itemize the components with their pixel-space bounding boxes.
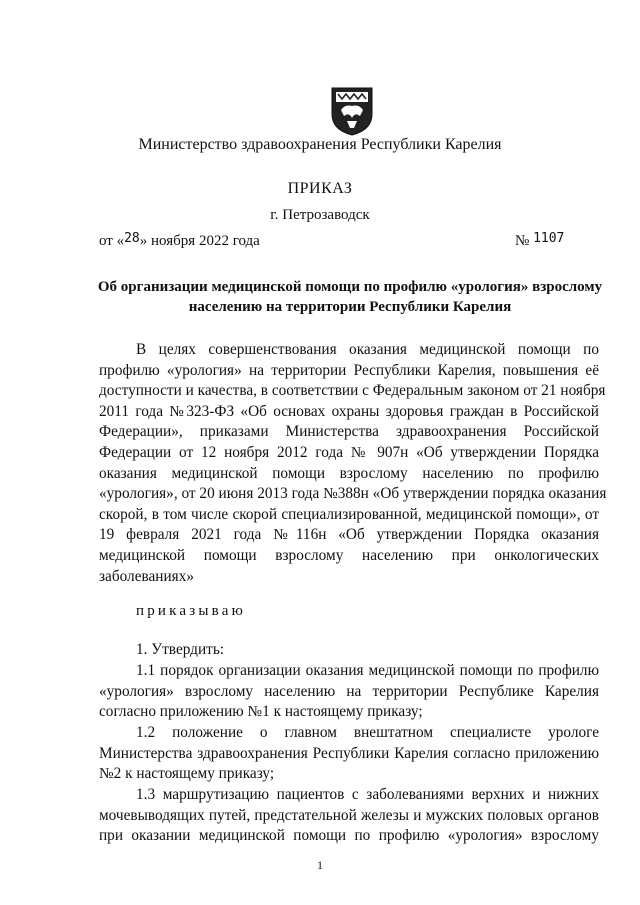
page-number: 1 [317,858,323,872]
text-line: Федерации от 12 ноября 2012 года № 907н «Об утверждении Порядка [99,443,599,461]
text-line: 1.3 маршрутизацию пациентов с заболеваниями верхних и нижних [136,786,599,803]
item-1-3 [99,785,599,847]
text-line: «урология» взрослому населению на территории Республике Карелия [99,682,599,700]
number-value-handwritten: 1107 [533,231,565,246]
text-line: согласно приложению №1 к настоящему приказу; [99,703,423,721]
text-line: 19 февраля 2021 года №116н «Об утверждении Порядка оказания [99,526,599,544]
text-line: мочевыводящих путей, предстательной железы и мужских половых органов [99,806,599,824]
heading-line: населению на территории Республики Карелия [188,299,512,315]
text-line: скорой, в том числе скорой специализированной, медицинской помощи», от [99,505,599,523]
text-line: при оказании медицинской помощи по профилю «урология» взрослому [99,827,599,845]
text-line: «урология», от 20 июня 2013 года №388н «Об утверждении порядка оказания [99,485,607,503]
text-line: В целях совершенствования оказания медицинской помощи по [136,341,599,358]
order-number [515,233,564,250]
text-line: Федерации», приказами Министерства здравоохранения Российской [99,423,599,441]
number-prefix: № [515,233,530,249]
text-line: Министерства здравоохранения Республики Карелия согласно приложению [99,744,599,762]
date-prefix: от « [99,233,125,249]
approve-heading [99,640,599,661]
text-line: 1. Утвердить: [136,641,225,658]
text-line: 2011 года №323-ФЗ «Об основах охраны здоровья граждан в Российской [99,402,599,420]
preamble-paragraph [99,340,607,587]
order-subject-heading [95,277,605,317]
item-1-2 [99,723,599,785]
order-title: ПРИКАЗ [287,180,353,197]
text-line: заболеваниях» [99,567,195,585]
text-line: профилю «урология» на территории Республики Карелия, повышения её [99,361,599,379]
city: г. Петрозаводск [270,207,370,223]
ministry-name: Министерство здравоохранения Республики Карелия [138,136,502,153]
text-line: 1.2 положение о главном внештатном специалисте урологе [136,724,599,741]
item-1-1 [99,661,599,723]
text-line: медицинской помощи взрослому населению при онкологических [99,546,599,564]
order-verb: приказываю [136,603,247,619]
date-day-handwritten: 28 [124,231,140,246]
text-line: №2 к настоящему приказу; [99,765,275,783]
text-line: оказания медицинской помощи взрослому населению по профилю [99,464,599,482]
heading-line: Об организации медицинской помощи по профилю «урология» взрослому [97,279,603,295]
date-suffix: » ноября 2022 года [139,233,260,249]
order-date [99,233,260,250]
text-line: доступности и качества, в соответствии с Федеральным законом от 21 ноября [99,382,606,400]
text-line: 1.1 порядок организации оказания медицинской помощи по профилю [136,662,599,679]
coat-of-arms-icon [329,86,375,136]
